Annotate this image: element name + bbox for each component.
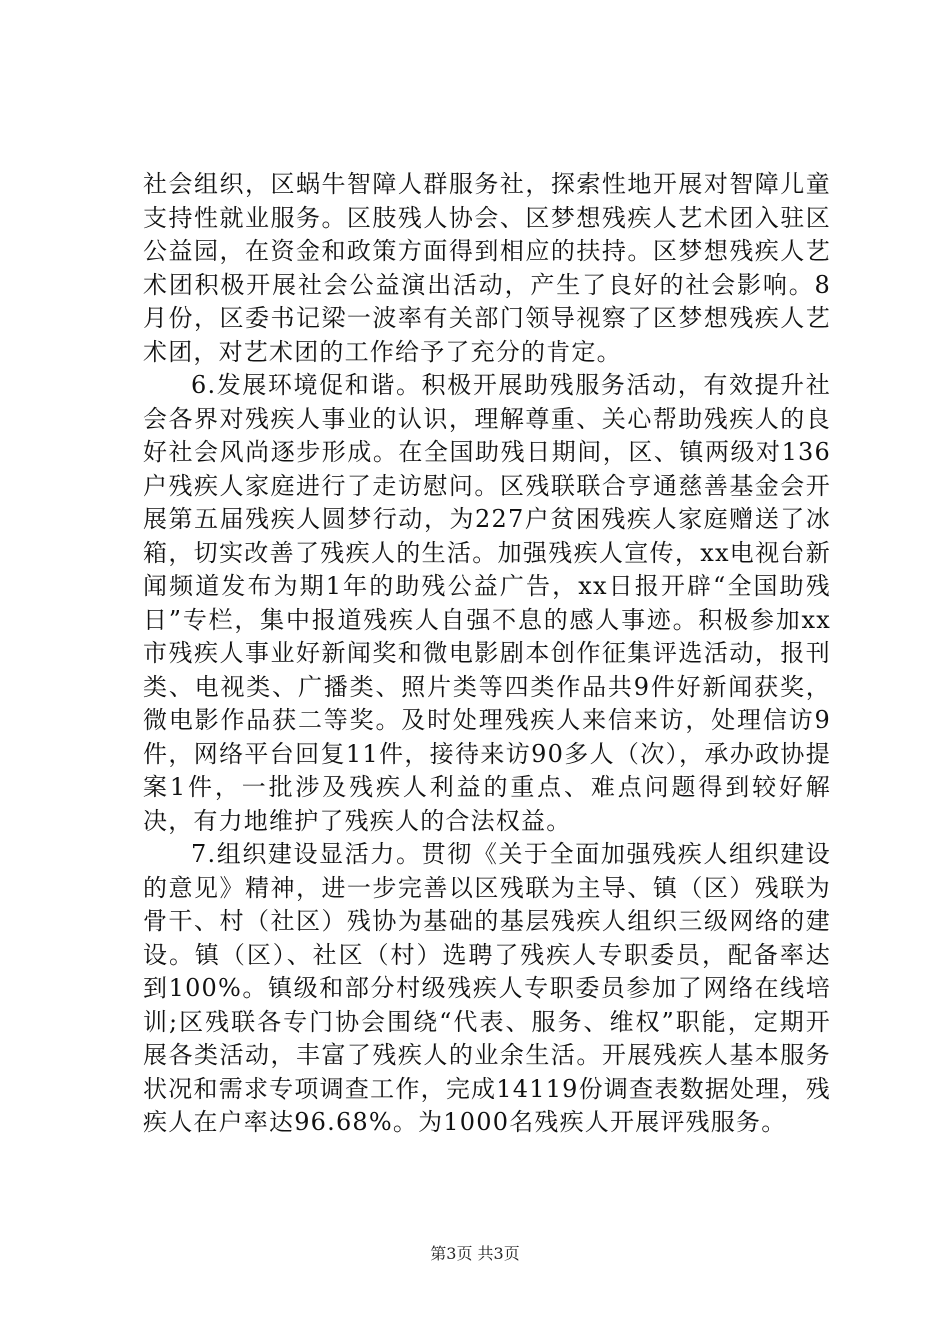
paragraph-development-environment: 6.发展环境促和谐。积极开展助残服务活动，有效提升社会各界对残疾人事业的认识，理解尊重、关心帮助残疾人的良好社会风尚逐步形成。在全国助残日期间，区、镇两级对136户残疾人家庭进行了走访慰问。区残联联合亨通慈善基金会开展第五届残疾人圆梦行动，为227户贫困残疾人家庭赠送了冰箱，切实改善了残疾人的生活。加强残疾人宣传，xx电视台新闻频道发布为期1年的助残公益广告，xx日报开辟“全国助残日”专栏，集中报道残疾人自强不息的感人事迹。积极参加xx市残疾人事业好新闻奖和微电影剧本创作征集评选活动，报刊类、电视类、广播类、照片类等四类作品共9件好新闻获奖，微电影作品获二等奖。及时处理残疾人来信来访，处理信访9件，网络平台回复11件，接待来访90多人（次），承办政协提案1件，一批涉及残疾人利益的重点、难点问题得到较好解决，有力地维护了残疾人的合法权益。 <box>143 371 831 835</box>
paragraph-organization-building: 7.组织建设显活力。贯彻《关于全面加强残疾人组织建设的意见》精神，进一步完善以区残联为主导、镇（区）残联为骨干、村（社区）残协为基础的基层残疾人组织三级网络的建设。镇（区）、社区（村）选聘了残疾人专职委员，配备率达到100%。镇级和部分村级残疾人专职委员参加了网络在线培训;区残联各专门协会围绕“代表、服务、维权”职能，定期开展各类活动，丰富了残疾人的业余生活。开展残疾人基本服务状况和需求专项调查工作，完成14119份调查表数据处理，残疾人在户率达96.68%。为1000名残疾人开展评残服务。 <box>143 840 831 1136</box>
document-body <box>143 168 831 1140</box>
paragraph-social-organizations: 社会组织，区蜗牛智障人群服务社，探索性地开展对智障儿童支持性就业服务。区肢残人协会、区梦想残疾人艺术团入驻区公益园，在资金和政策方面得到相应的扶持。区梦想残疾人艺术团积极开展社会公益演出活动，产生了良好的社会影响。8月份，区委书记梁一波率有关部门领导视察了区梦想残疾人艺术团，对艺术团的工作给予了充分的肯定。 <box>143 170 831 366</box>
page-number-footer: 第3页 共3页 <box>430 1244 520 1263</box>
